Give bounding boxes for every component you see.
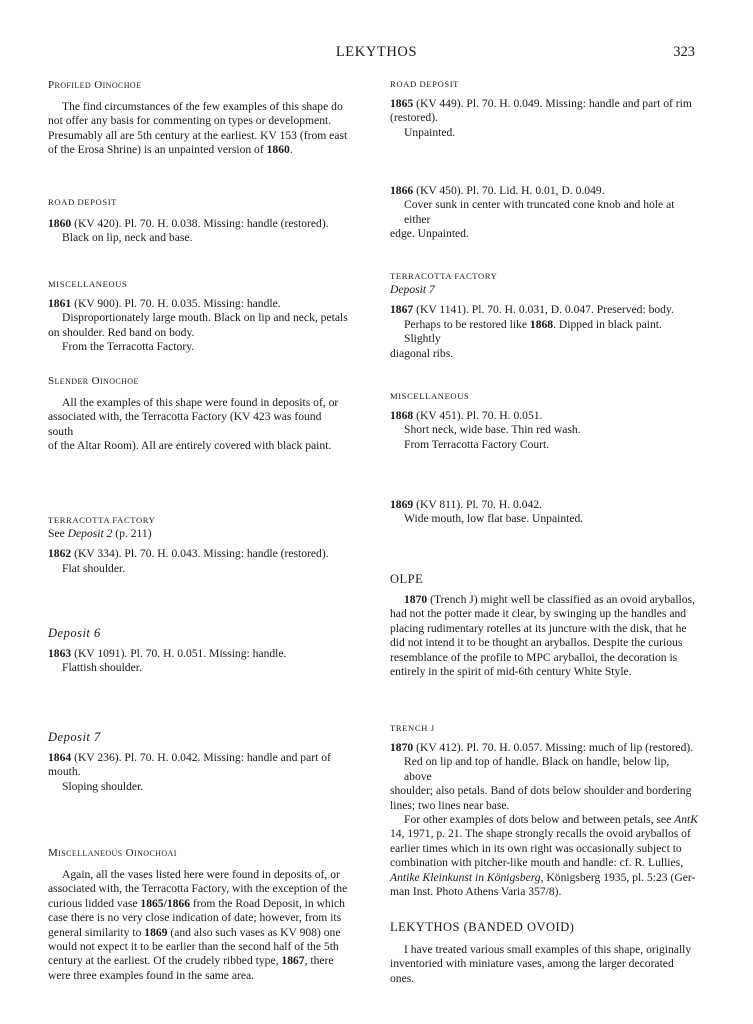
catalog-ref: 1860 bbox=[266, 143, 290, 157]
para-line: placing rudimentary rotelles at its juncture with the disk, that he bbox=[390, 621, 687, 635]
para-line bbox=[48, 926, 348, 940]
para-line bbox=[48, 897, 348, 911]
para-line: I have treated various small examples of this shape, originally bbox=[404, 943, 692, 956]
section-heading: TRENCH J bbox=[390, 723, 435, 733]
section-road-deposit bbox=[48, 196, 348, 246]
catalog-ref: 1867 bbox=[281, 954, 305, 968]
entry-text: (KV 420). Pl. 70. H. 0.038. Missing: handle (restored). bbox=[71, 217, 329, 230]
section-heading: Miscellaneous Oinochoai bbox=[48, 847, 177, 859]
text-run: Perhaps to be restored like bbox=[404, 317, 530, 331]
para-line: of the Altar Room). All are entirely covered with black paint. bbox=[48, 439, 332, 453]
running-head bbox=[0, 44, 753, 64]
text-run: (p. 211) bbox=[112, 527, 152, 540]
para-line: would not expect it to be earlier than the second half of the 5th bbox=[48, 940, 339, 954]
entry-description: 14, 1971, p. 21. The shape strongly recalls the ovoid aryballos of bbox=[390, 827, 691, 841]
catalog-number: 1870 bbox=[390, 741, 414, 754]
entry-description bbox=[390, 318, 698, 347]
catalog-ref: 1869 bbox=[144, 925, 168, 939]
section-miscellaneous bbox=[390, 390, 698, 452]
para-line bbox=[390, 593, 698, 607]
section-miscellaneous-oinochoai bbox=[48, 846, 348, 983]
entry-text: (KV 1091). Pl. 70. H. 0.051. Missing: handle. bbox=[71, 647, 287, 660]
page-number: 323 bbox=[673, 44, 695, 60]
entry-text: (KV 334). Pl. 70. H. 0.043. Missing: handle (restored). bbox=[71, 547, 329, 561]
section-heading: ROAD DEPOSIT bbox=[390, 79, 460, 89]
para-line: were three examples found in the same area. bbox=[48, 968, 255, 982]
catalog-entry bbox=[390, 303, 698, 317]
catalog-entry bbox=[390, 498, 698, 512]
text-run: (Trench J) might well be classified as an ovoid aryballos, bbox=[427, 593, 695, 606]
para-line: The find circumstances of the few examples of this shape do bbox=[62, 100, 343, 113]
running-title: LEKYTHOS bbox=[335, 44, 418, 60]
deposit-name: Deposit 7 bbox=[390, 283, 435, 296]
para-line: associated with, the Terracotta Factory (KV 423 was found south bbox=[48, 410, 322, 438]
catalog-entry bbox=[390, 97, 698, 111]
journal-abbrev: AntK bbox=[674, 813, 698, 827]
section-heading: ROAD DEPOSIT bbox=[48, 197, 118, 207]
section-deposit-7 bbox=[48, 730, 348, 794]
entry-description: Flattish shoulder. bbox=[62, 661, 142, 675]
section-road-deposit bbox=[390, 78, 698, 140]
catalog-ref: 1870 bbox=[404, 593, 428, 606]
para-line: inventoried with miniature vases, among the larger decorated ones. bbox=[390, 957, 674, 985]
entry-description: man Inst. Photo Athens Varia 357/8). bbox=[390, 885, 562, 899]
entry-description bbox=[390, 813, 698, 827]
text-run: . Dipped in black paint. Slightly bbox=[404, 317, 662, 346]
catalog-number: 1868 bbox=[390, 409, 414, 422]
section-lekythos-banded-ovoid bbox=[390, 920, 698, 986]
text-run: of the Erosa Shrine) is an unpainted version of bbox=[48, 143, 267, 157]
section-heading: Deposit 6 bbox=[48, 626, 101, 640]
catalog-number: 1860 bbox=[48, 217, 72, 230]
section-heading: TERRACOTTA FACTORY bbox=[390, 271, 498, 281]
entry-description: edge. Unpainted. bbox=[390, 227, 469, 241]
para-line: associated with, the Terracotta Factory, with the exception of the bbox=[48, 882, 348, 896]
section-heading: Profiled Oinochoe bbox=[48, 79, 142, 91]
entry-description: Flat shoulder. bbox=[62, 561, 126, 575]
text-run: curious lidded vase bbox=[48, 896, 141, 910]
catalog-number: 1867 bbox=[390, 303, 414, 317]
para-line bbox=[48, 954, 348, 968]
section-heading: OLPE bbox=[390, 572, 424, 586]
section-paragraph bbox=[48, 100, 348, 158]
entry-text: (KV 900). Pl. 70. H. 0.035. Missing: handle. bbox=[71, 297, 281, 310]
text-run: , there bbox=[304, 954, 334, 968]
entry-description: combination with pitcher-like mouth and handle: cf. R. Lullies, bbox=[390, 856, 684, 870]
text-run: , Königsberg 1935, pl. 5:23 (Ger- bbox=[540, 870, 696, 884]
text-run: century at the earliest. Of the crudely ribbed type, bbox=[48, 954, 282, 968]
entry-text: (KV 450). Pl. 70. Lid. H. 0.01, D. 0.049. bbox=[413, 184, 605, 197]
catalog-number: 1863 bbox=[48, 647, 72, 660]
section-paragraph bbox=[390, 593, 698, 679]
catalog-ref: 1865/1866 bbox=[140, 896, 191, 910]
entry-description: shoulder; also petals. Band of dots below shoulder and bordering bbox=[390, 784, 692, 798]
text-run: (and also such vases as KV 908) one bbox=[167, 925, 341, 939]
catalog-number: 1866 bbox=[390, 184, 414, 197]
section-paragraph bbox=[48, 396, 348, 454]
catalog-number: 1865 bbox=[390, 97, 414, 110]
catalog-entry bbox=[48, 647, 348, 661]
entry-description: Wide mouth, low flat base. Unpainted. bbox=[404, 512, 584, 526]
book-title: Antike Kleinkunst in Königsberg bbox=[390, 870, 541, 884]
para-line: case there is no very close indication of date; however, from its bbox=[48, 911, 342, 925]
para-line: resemblance of the profile to MPC aryballoi, the decoration is bbox=[390, 650, 678, 664]
catalog-number: 1864 bbox=[48, 751, 72, 764]
deposit-reference bbox=[48, 527, 348, 541]
entry-description: Black on lip, neck and base. bbox=[62, 231, 193, 245]
entry-description: Short neck, wide base. Thin red wash. bbox=[404, 423, 581, 437]
catalog-entry bbox=[390, 409, 698, 423]
text-run: . bbox=[289, 143, 293, 157]
catalog-entry bbox=[48, 547, 348, 561]
section-heading: LEKYTHOS (BANDED OVOID) bbox=[390, 920, 575, 934]
entry-text: (restored). bbox=[390, 111, 438, 125]
section-olpe bbox=[390, 572, 698, 679]
text-run: See bbox=[48, 527, 68, 540]
catalog-number: 1861 bbox=[48, 297, 72, 310]
catalog-number: 1869 bbox=[390, 498, 414, 511]
entry-description: Sloping shoulder. bbox=[62, 779, 144, 793]
section-profiled-oinochoe bbox=[48, 78, 348, 158]
entry-description: earlier times which in its own right was occasionally subject to bbox=[390, 841, 682, 855]
section-paragraph bbox=[48, 868, 348, 983]
section-terracotta-factory bbox=[48, 514, 348, 576]
text-run: general similarity to bbox=[48, 925, 145, 939]
entry-description: Red on lip and top of handle. Black on handle, below lip, above bbox=[404, 755, 670, 783]
catalog-entry-1866 bbox=[390, 184, 698, 242]
entry-description: on shoulder. Red band on body. bbox=[48, 325, 195, 339]
section-heading: Deposit 7 bbox=[48, 730, 101, 744]
catalog-entry bbox=[48, 297, 348, 311]
entry-description: Unpainted. bbox=[404, 125, 456, 139]
entry-description: diagonal ribs. bbox=[390, 346, 454, 360]
section-heading: TERRACOTTA FACTORY bbox=[48, 515, 156, 525]
catalog-entry bbox=[48, 751, 348, 765]
section-heading: Slender Oinochoe bbox=[48, 375, 139, 387]
section-paragraph bbox=[390, 943, 698, 986]
para-line: did not intend it to be thought an aryballos. Despite the curious bbox=[390, 636, 683, 650]
section-trench-j bbox=[390, 722, 698, 899]
entry-text: (KV 811). Pl. 70. H. 0.042. bbox=[413, 498, 543, 511]
entry-description: Disproportionately large mouth. Black on lip and neck, petals bbox=[62, 311, 348, 325]
text-run: from the Road Deposit, in which bbox=[190, 896, 345, 910]
deposit-name: Deposit 2 bbox=[67, 527, 113, 540]
entry-text: (KV 451). Pl. 70. H. 0.051. bbox=[413, 409, 543, 422]
para-line bbox=[48, 143, 348, 157]
entry-description: lines; two lines near base. bbox=[390, 798, 510, 812]
text-run: For other examples of dots below and between petals, see bbox=[404, 813, 675, 827]
catalog-entry bbox=[390, 184, 698, 198]
catalog-entry bbox=[390, 741, 698, 755]
entry-provenance: From Terracotta Factory Court. bbox=[404, 437, 550, 451]
entry-text: (KV 1141). Pl. 70. H. 0.031, D. 0.047. Preserved: body. bbox=[413, 303, 674, 317]
para-line: had not the potter made it clear, by swinging up the handles and bbox=[390, 607, 687, 621]
catalog-entry-1869 bbox=[390, 498, 698, 527]
section-deposit-6 bbox=[48, 626, 348, 676]
catalog-entry bbox=[48, 217, 348, 231]
para-line: Presumably all are 5th century at the earliest. KV 153 (from east bbox=[48, 128, 348, 142]
entry-provenance: From the Terracotta Factory. bbox=[62, 340, 195, 354]
para-line: not offer any basis for commenting on types or development. bbox=[48, 114, 332, 128]
section-heading: MISCELLANEOUS bbox=[48, 279, 128, 289]
section-slender-oinochoe bbox=[48, 374, 348, 454]
entry-text: (KV 412). Pl. 70. H. 0.057. Missing: much of lip (restored). bbox=[413, 741, 694, 754]
section-terracotta-factory bbox=[390, 270, 698, 361]
entry-text: (KV 236). Pl. 70. H. 0.042. Missing: handle and part of bbox=[71, 751, 331, 764]
section-miscellaneous bbox=[48, 278, 348, 355]
entry-text: mouth. bbox=[48, 765, 81, 779]
catalog-ref: 1868 bbox=[529, 317, 554, 331]
entry-description bbox=[390, 871, 698, 885]
catalog-number: 1862 bbox=[48, 547, 72, 561]
section-heading: MISCELLANEOUS bbox=[390, 391, 470, 401]
para-line: All the examples of this shape were found in deposits of, or bbox=[62, 396, 339, 409]
entry-text: (KV 449). Pl. 70. H. 0.049. Missing: handle and part of rim bbox=[413, 97, 692, 110]
para-line: entirely in the spirit of mid-6th century White Style. bbox=[390, 665, 632, 679]
para-line: Again, all the vases listed here were found in deposits of, or bbox=[62, 868, 340, 881]
entry-description: Cover sunk in center with truncated cone knob and hole at either bbox=[404, 198, 675, 226]
